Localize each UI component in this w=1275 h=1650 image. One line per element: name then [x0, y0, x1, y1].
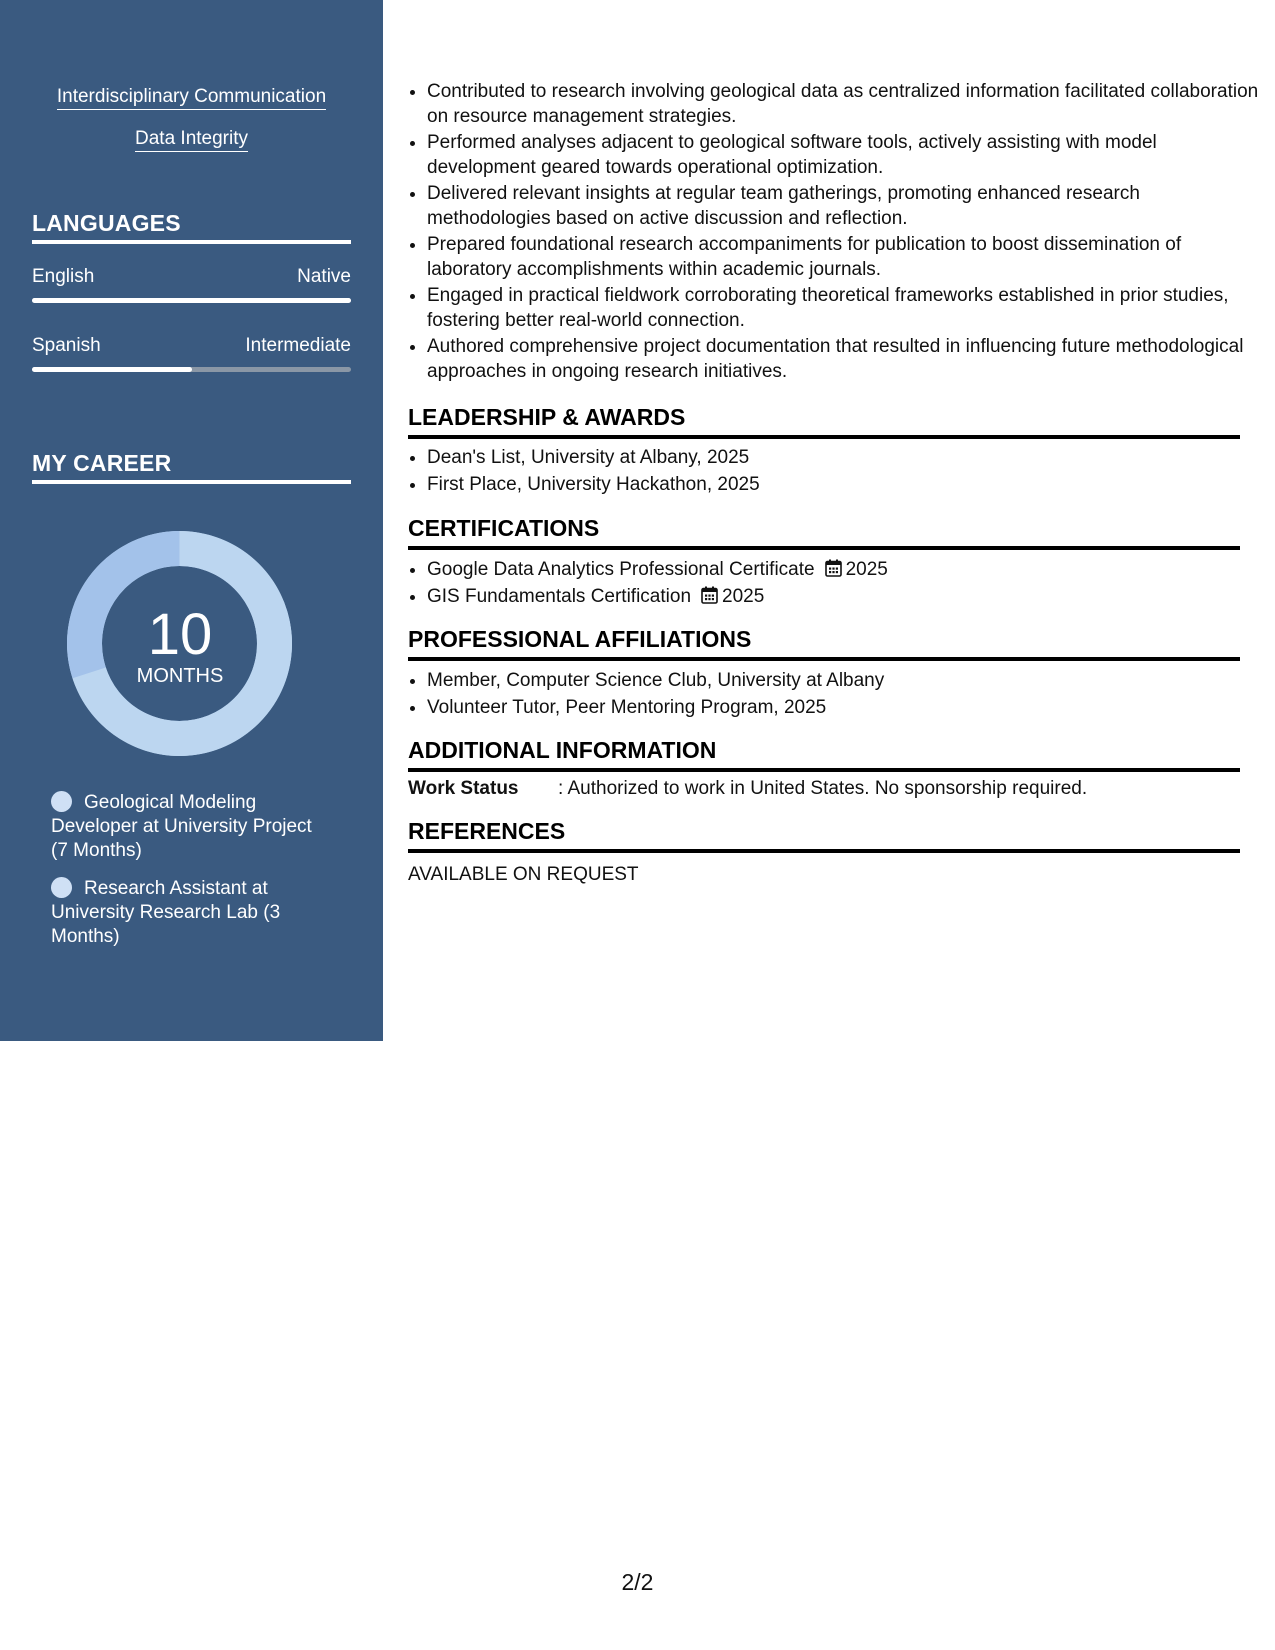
language-proficiency-fill — [32, 298, 351, 303]
list-item: • Member, Computer Science Club, University at Albany — [427, 669, 1259, 694]
affiliations-list — [408, 669, 1259, 723]
language-name: English — [32, 266, 95, 287]
list-item — [427, 585, 1259, 610]
calendar-icon — [825, 559, 842, 577]
language-level: Intermediate — [245, 335, 351, 356]
references-text: AVAILABLE ON REQUEST — [408, 864, 639, 885]
certifications-heading: CERTIFICATIONS — [408, 515, 1240, 550]
work-status-value: : Authorized to work in United States. No sponsorship required. — [558, 778, 1088, 799]
leadership-list — [408, 446, 1259, 500]
certification-year: 2025 — [845, 559, 888, 580]
list-item: • Delivered relevant insights at regular team gatherings, promoting enhanced research methodologies based on active discussion and reflection. — [427, 182, 1259, 231]
language-name: Spanish — [32, 335, 101, 356]
calendar-icon — [701, 586, 718, 604]
list-item: • Authored comprehensive project documentation that resulted in influencing future methodological approaches in ongoing research initiatives. — [427, 335, 1259, 384]
list-item: • Dean's List, University at Albany, 2025 — [427, 446, 1259, 471]
language-level: Native — [297, 266, 351, 287]
experience-bullets — [408, 80, 1259, 386]
list-item: • First Place, University Hackathon, 2025 — [427, 473, 1259, 498]
languages-heading: LANGUAGES — [32, 210, 351, 244]
skill-link[interactable]: Data Integrity — [135, 128, 248, 152]
leadership-heading: LEADERSHIP & AWARDS — [408, 404, 1240, 439]
list-item: • Contributed to research involving geological data as centralized information facilitated collaboration on resource management strategies. — [427, 80, 1259, 129]
language-row — [32, 335, 351, 357]
list-item: • Engaged in practical fieldwork corroborating theoretical frameworks established in prior studies, fostering better real-world connection. — [427, 284, 1259, 333]
list-item — [427, 558, 1259, 583]
work-status-row — [408, 778, 1087, 800]
list-item: • Volunteer Tutor, Peer Mentoring Program, 2025 — [427, 696, 1259, 721]
list-item: • Performed analyses adjacent to geological software tools, actively assisting with model development geared towards operational optimization. — [427, 131, 1259, 180]
career-heading: MY CAREER — [32, 450, 351, 484]
bullet-dot-icon — [51, 877, 72, 898]
certification-name: Google Data Analytics Professional Certificate — [427, 559, 815, 580]
sidebar — [0, 0, 383, 1041]
certifications-list — [408, 558, 1259, 612]
certification-year: 2025 — [722, 586, 765, 607]
certification-name: GIS Fundamentals Certification — [427, 586, 692, 607]
page-number: 2/2 — [621, 1569, 654, 1595]
list-item: • Prepared foundational research accompaniments for publication to boost dissemination of laboratory accomplishments within academic journals. — [427, 233, 1259, 282]
career-item — [51, 791, 321, 863]
career-unit: MONTHS — [136, 665, 224, 687]
additional-info-heading: ADDITIONAL INFORMATION — [408, 737, 1240, 772]
work-status-label: Work Status — [408, 778, 519, 799]
language-proficiency-fill — [32, 367, 192, 372]
career-total: 10 — [147, 602, 213, 667]
skills-list — [0, 86, 383, 170]
career-item — [51, 877, 321, 949]
language-proficiency-bar — [32, 367, 351, 372]
language-proficiency-bar — [32, 298, 351, 303]
affiliations-heading: PROFESSIONAL AFFILIATIONS — [408, 626, 1240, 661]
language-row — [32, 266, 351, 288]
references-heading: REFERENCES — [408, 818, 1240, 853]
bullet-dot-icon — [51, 791, 72, 812]
career-item-label: Geological Modeling Developer at University Project (7 Months) — [51, 792, 312, 861]
skill-link[interactable]: Interdisciplinary Communication — [57, 86, 326, 110]
career-item-label: Research Assistant at University Research Lab (3 Months) — [51, 878, 281, 947]
